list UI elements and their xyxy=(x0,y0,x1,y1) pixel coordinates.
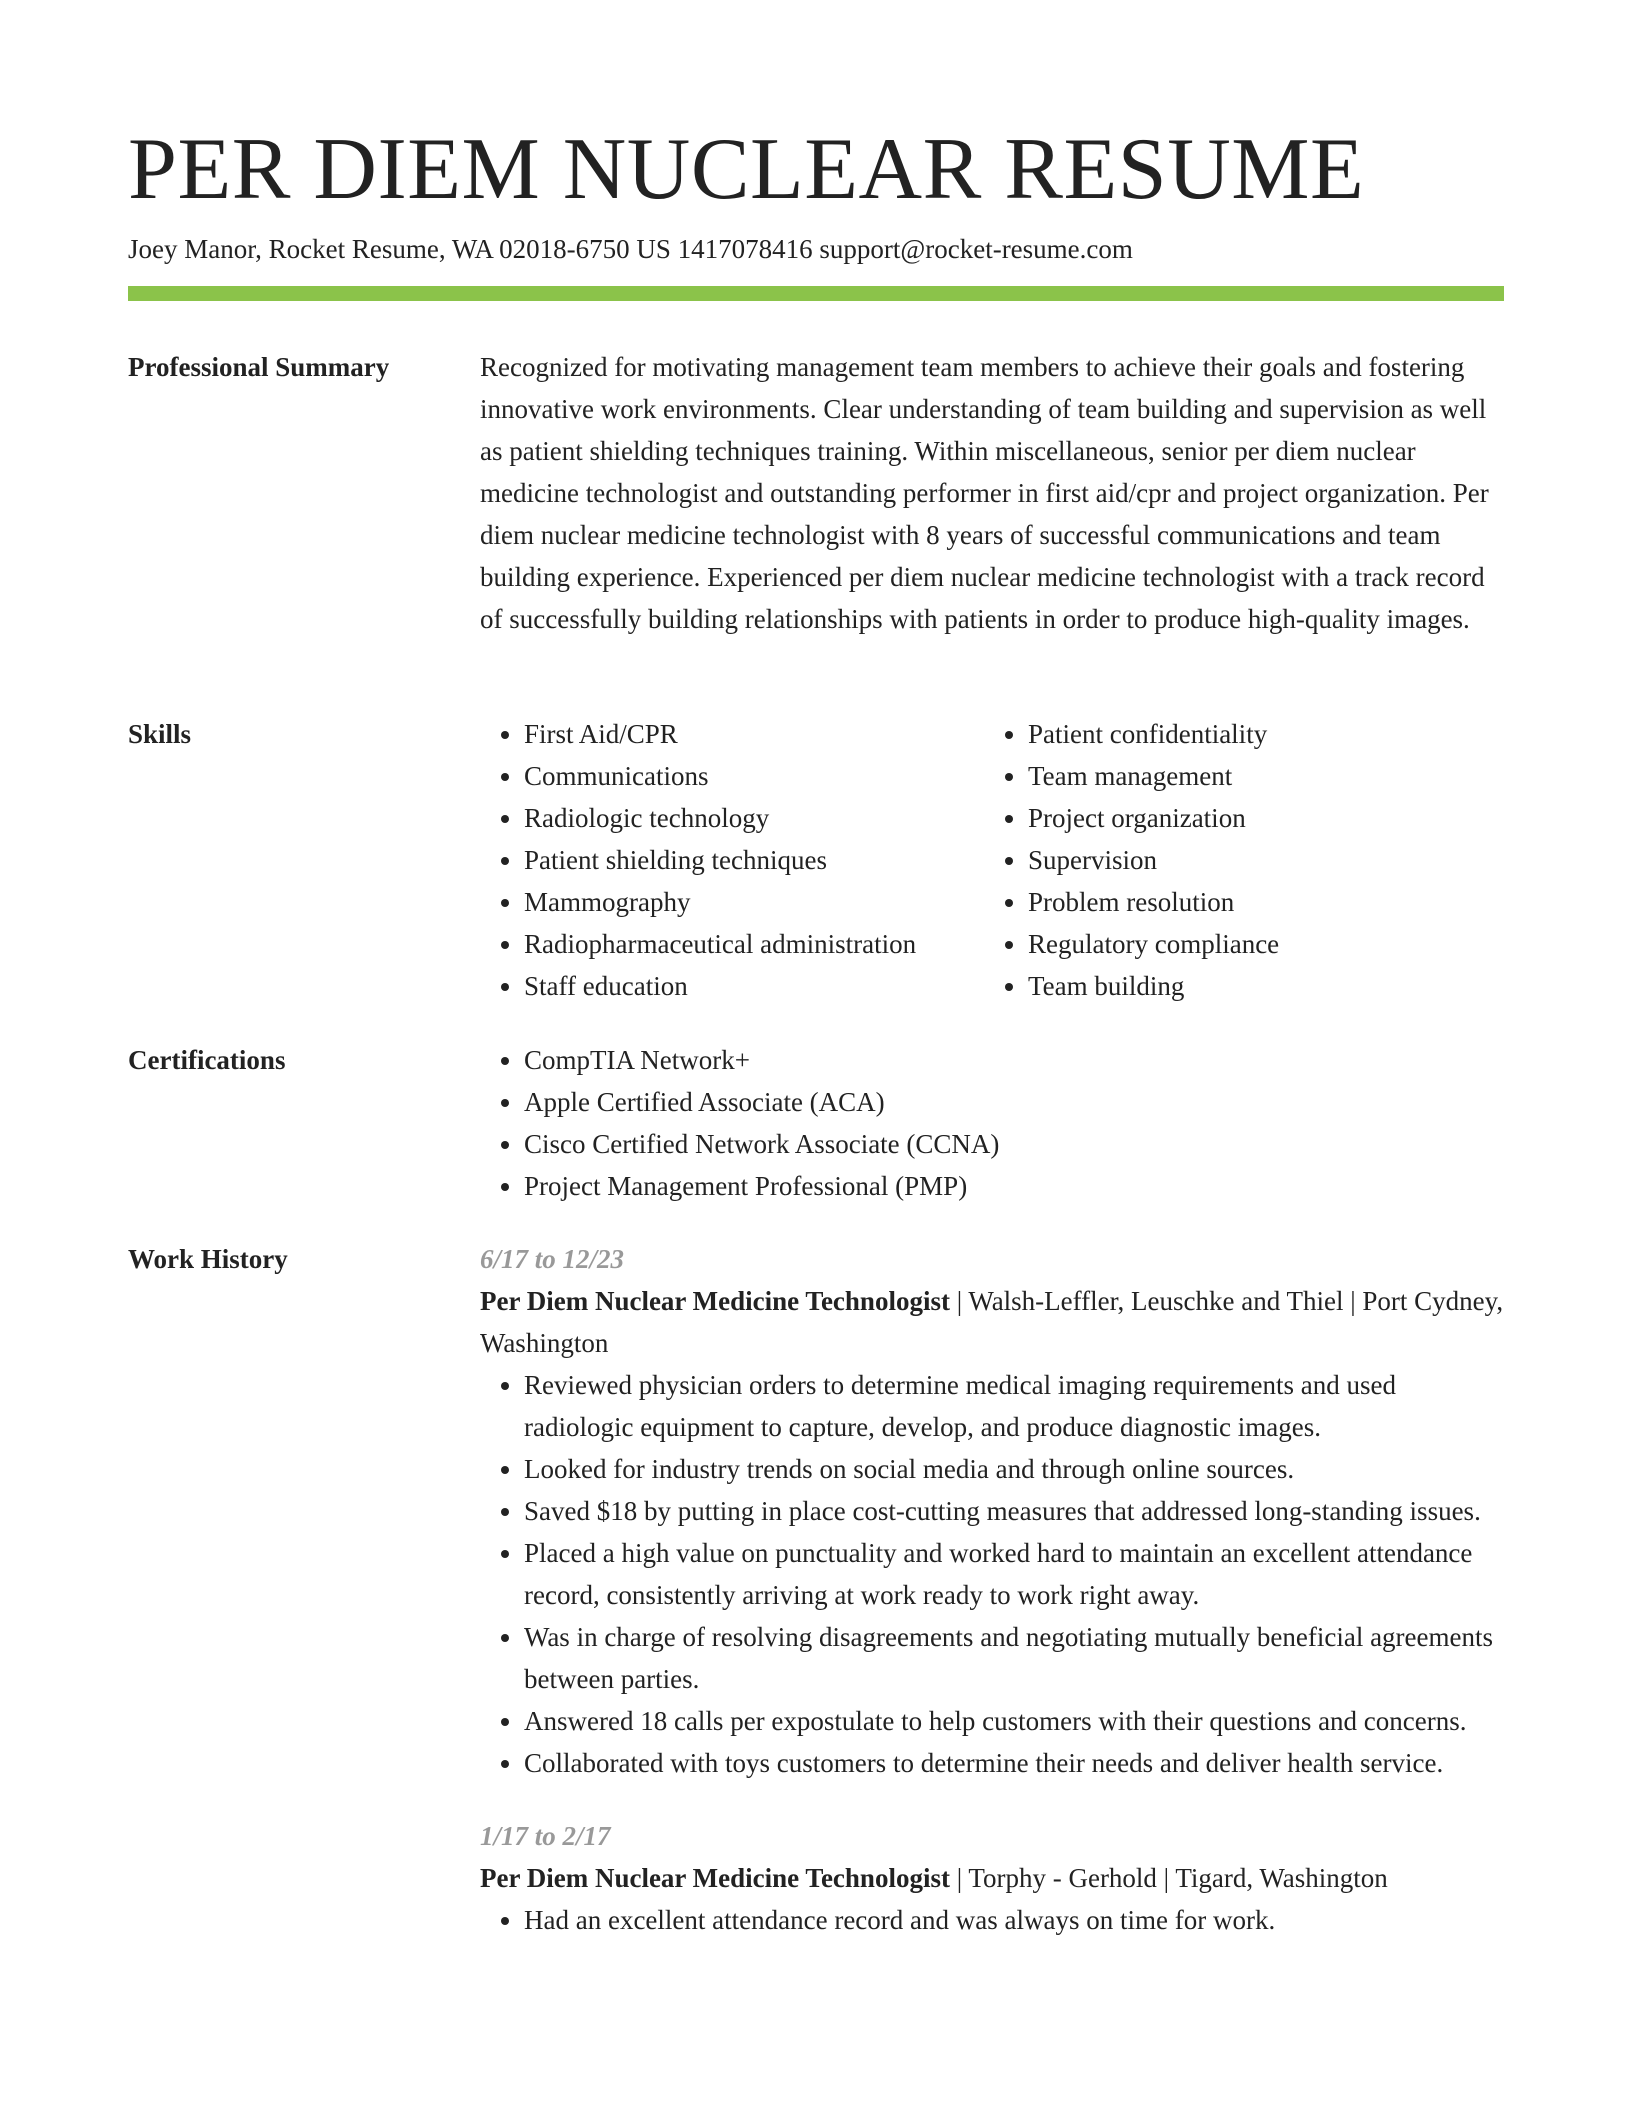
skill-item: • Radiopharmaceutical administration xyxy=(524,923,984,965)
job-heading xyxy=(480,1280,1504,1364)
work-history-body xyxy=(480,1238,1504,1941)
skill-item: • Radiologic technology xyxy=(524,797,984,839)
job-details: | Torphy - Gerhold | Tigard, Washington xyxy=(949,1863,1388,1893)
skill-item: • Patient confidentiality xyxy=(1028,713,1504,755)
skill-item: • First Aid/CPR xyxy=(524,713,984,755)
skill-item: • Team building xyxy=(1028,965,1504,1007)
job-bullet: • Collaborated with toys customers to determine their needs and deliver health service. xyxy=(524,1742,1504,1784)
job-title: Per Diem Nuclear Medicine Technologist xyxy=(480,1863,950,1893)
skills-column-right xyxy=(984,713,1504,1007)
skill-item: • Team management xyxy=(1028,755,1504,797)
job-entry xyxy=(480,1238,1504,1784)
certification-item: • Apple Certified Associate (ACA) xyxy=(524,1081,1504,1123)
job-title: Per Diem Nuclear Medicine Technologist xyxy=(480,1286,950,1316)
job-entry xyxy=(480,1815,1504,1941)
job-heading xyxy=(480,1857,1504,1899)
summary-heading: Professional Summary xyxy=(128,352,390,382)
job-bullet: • Answered 18 calls per expostulate to help customers with their questions and concerns. xyxy=(524,1700,1504,1742)
skill-item: • Supervision xyxy=(1028,839,1504,881)
certification-item: • Cisco Certified Network Associate (CCNA) xyxy=(524,1123,1504,1165)
contact-line: Joey Manor, Rocket Resume, WA 02018-6750 US 1417078416 support@rocket-resume.com xyxy=(128,234,1133,264)
skill-item: • Mammography xyxy=(524,881,984,923)
job-bullets xyxy=(480,1899,1504,1941)
job-dates: 1/17 to 2/17 xyxy=(480,1821,611,1851)
certification-item: • Project Management Professional (PMP) xyxy=(524,1165,1504,1207)
job-details: | Walsh-Leffler, Leuschke and Thiel | Port Cydney, Washington xyxy=(480,1286,1504,1358)
skill-item: • Regulatory compliance xyxy=(1028,923,1504,965)
skills-list-right xyxy=(984,713,1504,1007)
skills-heading: Skills xyxy=(128,719,192,749)
skill-item: • Communications xyxy=(524,755,984,797)
certifications-body xyxy=(480,1039,1504,1207)
job-bullets xyxy=(480,1364,1504,1784)
job-bullet: • Was in charge of resolving disagreements and negotiating mutually beneficial agreements between parties. xyxy=(524,1616,1504,1700)
skills-list-left xyxy=(480,713,984,1007)
certifications-list xyxy=(480,1039,1504,1207)
job-bullet: • Placed a high value on punctuality and worked hard to maintain an excellent attendance record, consistently arriving at work ready to work right away. xyxy=(524,1532,1504,1616)
skill-item: • Project organization xyxy=(1028,797,1504,839)
resume-title: PER DIEM NUCLEAR RESUME xyxy=(128,121,1365,218)
certification-item: • CompTIA Network+ xyxy=(524,1039,1504,1081)
skill-item: • Staff education xyxy=(524,965,984,1007)
summary-body xyxy=(480,346,1504,640)
skill-item: • Patient shielding techniques xyxy=(524,839,984,881)
accent-divider xyxy=(128,286,1504,301)
summary-text: Recognized for motivating management team members to achieve their goals and fostering innovative work environments. Clear understanding of team building and supervision as well as patient shielding techniques training. Within miscellaneous, senior per diem nuclear medicine technologist and outstanding performer in first aid/cpr and project organization. Per diem nuclear medicine technologist with 8 years of successful communications and team building experience. Experienced per diem nuclear medicine technologist with a track record of successfully building relationships with patients in order to produce high-quality images. xyxy=(480,352,1489,634)
work-history-heading: Work History xyxy=(128,1244,288,1274)
skill-item: • Problem resolution xyxy=(1028,881,1504,923)
certifications-heading: Certifications xyxy=(128,1045,286,1075)
job-dates: 6/17 to 12/23 xyxy=(480,1244,625,1274)
job-bullet: • Looked for industry trends on social media and through online sources. xyxy=(524,1448,1504,1490)
skills-column-left xyxy=(480,713,984,1007)
job-bullet: • Saved $18 by putting in place cost-cutting measures that addressed long-standing issues. xyxy=(524,1490,1504,1532)
job-bullet: • Had an excellent attendance record and was always on time for work. xyxy=(524,1899,1504,1941)
job-bullet: • Reviewed physician orders to determine medical imaging requirements and used radiologic equipment to capture, develop, and produce diagnostic images. xyxy=(524,1364,1504,1448)
